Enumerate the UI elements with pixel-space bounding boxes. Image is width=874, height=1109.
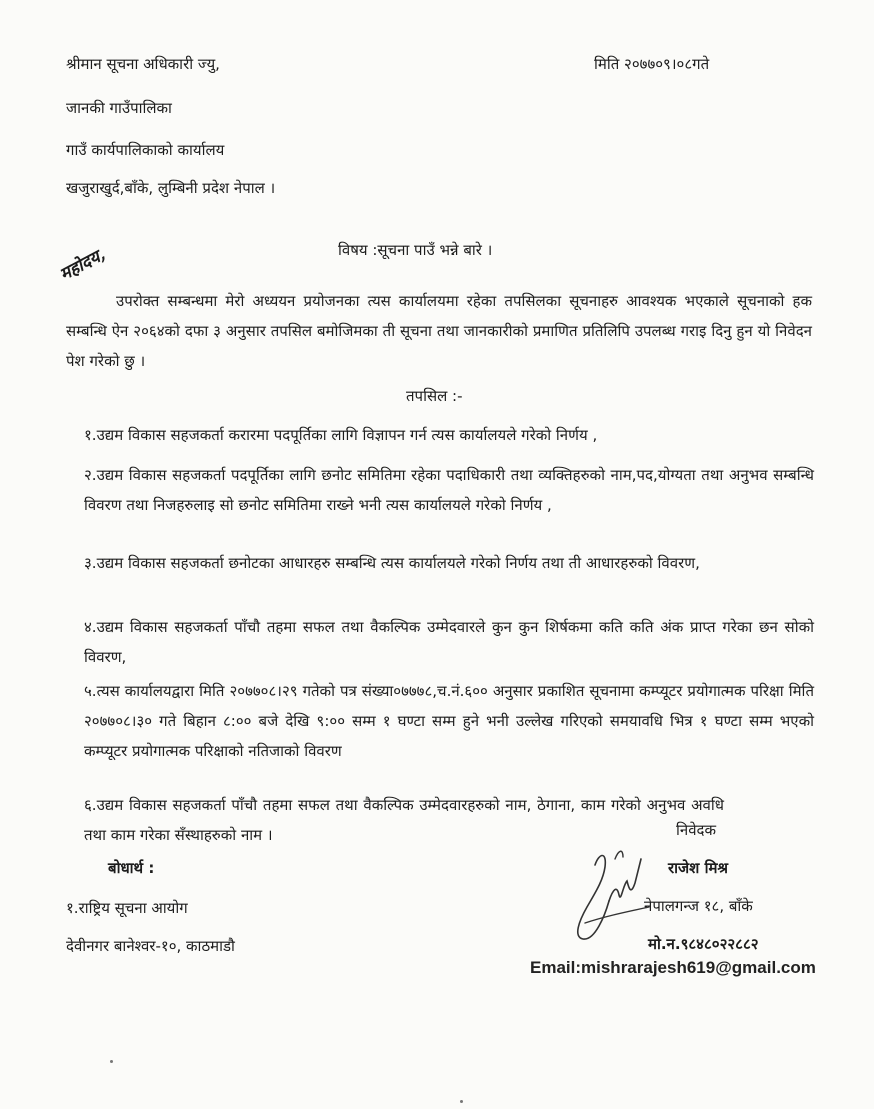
applicant-mobile: मो.न.९८४८०२२८८२ (648, 935, 759, 953)
paper-speck (460, 1100, 463, 1103)
list-item-4: ४.उद्यम विकास सहजकर्ता पाँचौ तहमा सफल तथा वैकल्पिक उम्मेदवारले कुन कुन शिर्षकमा कति कति अंक प्राप्त गरेका छन सोको विवरण, (84, 618, 814, 666)
signature-icon (565, 845, 660, 945)
applicant-address: नेपालगन्ज १८, बाँके (644, 897, 753, 915)
list-item-6: ६.उद्यम विकास सहजकर्ता पाँचौ तहमा सफल तथा वैकल्पिक उम्मेदवारहरुको नाम, ठेगाना, काम गरेको अनुभव अवधि तथा काम गरेका सँस्थाहरुको नाम । (84, 796, 724, 844)
letter-date: मिति २०७७०९।०८गते (594, 55, 710, 73)
cc-label: बोधार्थ : (108, 859, 155, 877)
paper-speck (110, 1060, 113, 1063)
office-line-2: गाउँ कार्यपालिकाको कार्यालय (66, 141, 225, 159)
salutation: महोदय, (56, 244, 109, 285)
list-item-1: १.उद्यम विकास सहजकर्ता करारमा पदपूर्तिका लागि विज्ञापन गर्न त्यस कार्यालयले गरेको निर्णय , (84, 426, 598, 444)
applicant-label: निवेदक (676, 821, 717, 839)
office-address: खजुराखुर्द,बाँके, लुम्बिनी प्रदेश नेपाल । (66, 179, 276, 197)
list-item-3: ३.उद्यम विकास सहजकर्ता छनोटका आधारहरु सम्बन्धि त्यस कार्यालयले गरेको निर्णय तथा ती आधारहरुको विवरण, (84, 554, 700, 572)
cc-line-1: १.राष्ट्रिय सूचना आयोग (66, 899, 188, 917)
list-item-2: २.उद्यम विकास सहजकर्ता पदपूर्तिका लागि छनोट समितिमा रहेका पदाधिकारी तथा व्यक्तिहरुको नाम,पद,योग्यता तथा अनुभव सम्बन्धि विवरण तथा निजहरुलाइ सो छनोट समितिमा राख्ने भनी त्यस कार्यालयले गरेको निर्णय , (84, 466, 814, 514)
office-line-1: जानकी गाउँपालिका (66, 99, 172, 117)
applicant-email: Email:mishrarajesh619@gmail.com (530, 958, 816, 977)
tapsil-heading: तपसिल :- (406, 387, 463, 405)
applicant-name: राजेश मिश्र (668, 859, 729, 877)
list-item-5: ५.त्यस कार्यालयद्वारा मिति २०७७०८।२९ गतेको पत्र संख्या०७७७८,च.नं.६०० अनुसार प्रकाशित सूचनामा कम्प्यूटर प्रयोगात्मक परिक्षा मिति २०७७०८।३० गते बिहान ८:०० बजे देखि ९:०० सम्म १ घण्टा सम्म हुने भनी उल्लेख गरिएको समयावधि भित्र १ घण्टा सम्म भएको कम्प्यूटर प्रयोगात्मक परिक्षाको नतिजाको विवरण (84, 682, 814, 760)
addressee: श्रीमान सूचना अधिकारी ज्यु, (66, 55, 220, 73)
body-paragraph: उपरोक्त सम्बन्धमा मेरो अध्ययन प्रयोजनका त्यस कार्यालयमा रहेका तपसिलका सूचनाहरु आवश्यक भएकाले सूचनाको हक सम्बन्धि ऐन २०६४को दफा ३ अनुसार तपसिल बमोजिमका ती सूचना तथा जानकारीको प्रमाणित प्रतिलिपि उपलब्ध गराइ दिनु हुन यो निवेदन पेश गरेको छु । (66, 292, 812, 370)
cc-line-2: देवीनगर बानेश्वर-१०, काठमाडौ (66, 937, 235, 955)
subject-line: विषय :सूचना पाउँ भन्ने बारे । (338, 241, 493, 259)
